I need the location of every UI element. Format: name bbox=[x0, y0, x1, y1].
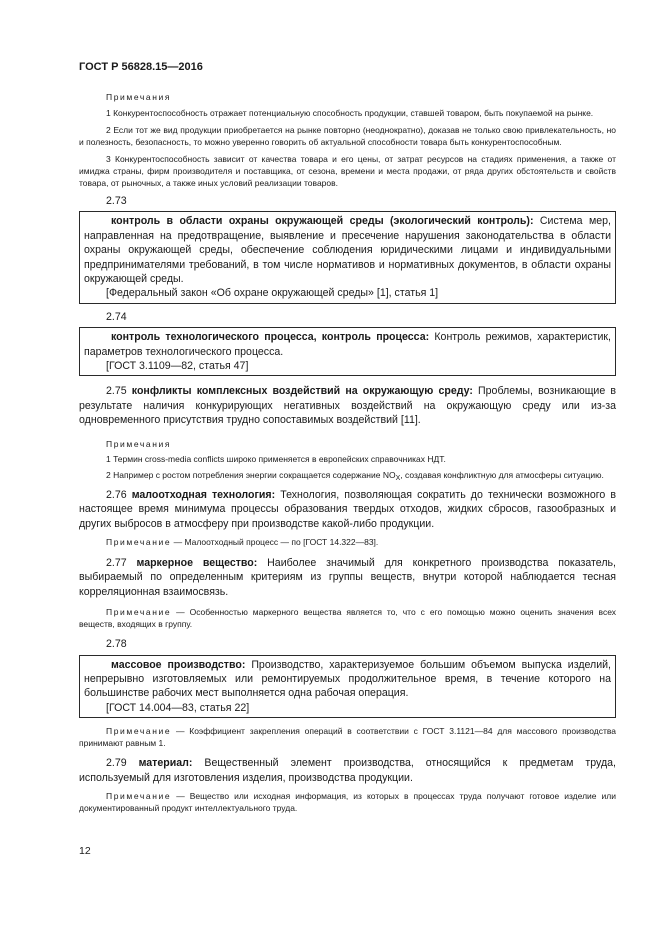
term-number: 2.73 bbox=[106, 195, 127, 207]
term-name: малоотходная технология: bbox=[131, 488, 276, 501]
term-definition: Контроль режимов, характеристик, параметров технологического процесса. bbox=[84, 331, 611, 358]
term-entry bbox=[79, 756, 616, 785]
term-name: контроль технологического процесса, контроль процесса: bbox=[111, 331, 430, 344]
note-item: 1 Конкурентоспособность отражает потенциальную способность продукции, ставшей товаром, быть покупаемой на рынке. bbox=[106, 108, 594, 118]
notes-heading bbox=[79, 438, 616, 450]
term-number: 2.75 bbox=[106, 385, 127, 398]
document-header: ГОСТ Р 56828.15—2016 bbox=[79, 61, 203, 73]
note-subscript: X bbox=[395, 474, 401, 482]
note-item: 1 Термин cross-media conflicts широко применяется в европейских справочниках НДТ. bbox=[106, 453, 446, 464]
term-entry bbox=[79, 488, 616, 531]
term-source: [Федеральный закон «Об охране окружающей среды» [1], статья 1] bbox=[106, 287, 439, 300]
term-name: материал: bbox=[138, 757, 193, 770]
term-note bbox=[79, 606, 616, 630]
note-item: 3 Конкурентоспособность зависит от качества товара и его цены, от затрат ресурсов на стадиях применения, а также от имиджа страны, фирм производителя и поставщика, от сезона, времени и места продажи, от ряда других обстоятельств и свойств товара, от рыночных, а также иных условий реализации товаров. bbox=[79, 154, 616, 188]
note-text: — Коэффициент закрепления операций в соответствии с ГОСТ 3.1121—84 для массового производства принимают равным 1. bbox=[79, 726, 616, 749]
term-number: 2.78 bbox=[106, 638, 127, 651]
term-number: 2.77 bbox=[106, 556, 127, 569]
note-text: 2 Например с ростом потребления энергии сокращается содержание NO bbox=[106, 469, 396, 480]
page-content bbox=[79, 91, 616, 814]
term-number: 2.74 bbox=[106, 310, 127, 323]
note-item bbox=[79, 469, 616, 481]
notes-heading-text: Примечания bbox=[106, 438, 172, 449]
term-number: 2.76 bbox=[106, 488, 127, 501]
term-definition: Наиболее значимый для конкретного производства показатель, выбираемый по определенным критериям из группы веществ, внутри которой наблюдается тесная корреляционная взаимосвязь. bbox=[79, 556, 616, 598]
term-entry bbox=[79, 384, 616, 427]
note-text: — Особенностью маркерного вещества является то, что с его помощью можно оценить значения всех веществ, входящих в группу. bbox=[79, 607, 616, 630]
term-entry bbox=[84, 214, 611, 286]
page-number: 12 bbox=[79, 845, 91, 857]
notes-heading-text: Примечания bbox=[106, 92, 172, 102]
term-entry bbox=[84, 330, 611, 359]
term-number: 2.79 bbox=[106, 757, 127, 770]
note-text: — Малоотходный процесс — по [ГОСТ 14.322—83]. bbox=[173, 536, 379, 547]
term-note bbox=[79, 725, 616, 749]
note-text: , создавая конфликтную для атмосферы ситуацию. bbox=[400, 469, 604, 480]
term-note bbox=[79, 790, 616, 814]
notes-heading bbox=[79, 91, 616, 103]
note-label: Примечание bbox=[106, 726, 172, 737]
note-label: Примечание bbox=[106, 790, 172, 801]
term-definition: Технология, позволяющая сократить до технически возможного в настоящее время минимума процессы образования твердых отходов, жидких сбросов, газообразных и других выбросов в атмосферу при производстве какой-либо продукции. bbox=[79, 488, 616, 530]
term-box-2-74 bbox=[79, 327, 616, 376]
term-definition: Проблемы, возникающие в результате наличия конкурирующих негативных воздействий на окружающую среду или из-за одновременного присутствия трудно сопоставимых воздействий [11]. bbox=[79, 385, 616, 427]
term-note bbox=[79, 536, 616, 548]
note-label: Примечание bbox=[106, 536, 172, 547]
term-entry bbox=[79, 556, 616, 599]
term-definition: Система мер, направленная на предотвращение, выявление и пресечение нарушения законодательства в области охраны окружающей среды, обеспечение соблюдения юридическими лицами и индивидуальными предпринимателями требований, в том числе нормативов и нормативных документов, в области охраны окружающей среды. bbox=[84, 215, 611, 286]
note-text: — Вещество или исходная информация, из которых в процессах труда получают готовое изделие или документированный продукт интеллектуального труда. bbox=[79, 790, 616, 813]
term-source: [ГОСТ 3.1109—82, статья 47] bbox=[106, 360, 249, 373]
term-name: конфликты комплексных воздействий на окружающую среду: bbox=[131, 385, 473, 398]
term-entry bbox=[84, 658, 611, 701]
note-item: 2 Если тот же вид продукции приобретается на рынке повторно (неоднократно), доказав не только свою привлекательность, но и полезность, безопасность, то можно уверенно говорить об актуальной способности товара быть конкурентоспособным. bbox=[79, 125, 616, 147]
term-definition: Вещественный элемент производства, относящийся к предметам труда, используемый для изготовления изделия, производства продукции. bbox=[79, 757, 616, 784]
term-name: массовое производство: bbox=[111, 658, 246, 671]
term-source: [ГОСТ 14.004—83, статья 22] bbox=[106, 701, 250, 714]
term-box-2-73 bbox=[79, 211, 616, 303]
term-box-2-78 bbox=[79, 655, 616, 719]
term-name: контроль в области охраны окружающей среды (экологический контроль): bbox=[111, 215, 534, 228]
note-label: Примечание bbox=[106, 607, 172, 618]
term-definition: Производство, характеризуемое большим объемом выпуска изделий, непрерывно изготовляемых или ремонтируемых продолжительное время, в течение которого на большинстве рабочих мест выполняется одна рабочая операция. bbox=[84, 658, 611, 700]
term-name: маркерное вещество: bbox=[136, 556, 258, 569]
